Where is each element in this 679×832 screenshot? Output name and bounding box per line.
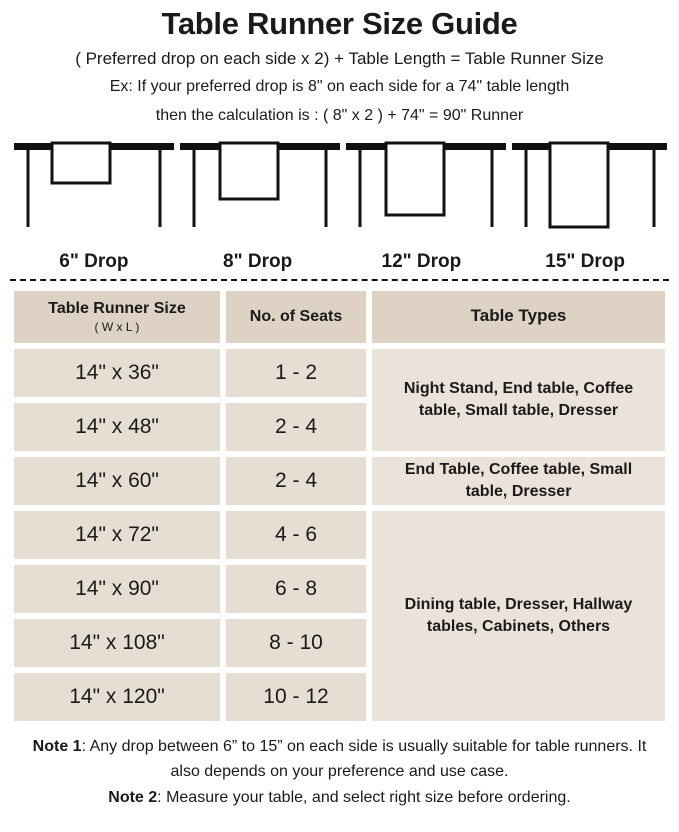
table-row: 8 - 10 bbox=[226, 619, 366, 667]
drop-diagram bbox=[8, 137, 671, 249]
column-seats bbox=[226, 291, 366, 727]
table-1 bbox=[14, 143, 174, 227]
table-row: 14" x 108" bbox=[14, 619, 220, 667]
note-1-text: : Any drop between 6” to 15” on each side is usually suitable for table runners. It also depends on your preference and use case. bbox=[81, 737, 647, 780]
table-4 bbox=[512, 143, 667, 227]
header-runner-size-sub: ( W x L ) bbox=[94, 319, 140, 334]
table-types-group-2: End Table, Coffee table, Small table, Dresser bbox=[372, 457, 665, 505]
table-row: 14" x 120" bbox=[14, 673, 220, 721]
column-runner-size bbox=[14, 291, 220, 727]
header-runner-size bbox=[14, 291, 220, 343]
table-row: 6 - 8 bbox=[226, 565, 366, 613]
table-types-group-1: Night Stand, End table, Coffee table, Small table, Dresser bbox=[372, 349, 665, 451]
header-seats: No. of Seats bbox=[226, 291, 366, 343]
example-line-2: then the calculation is : ( 8" x 2 ) + 74" = 90" Runner bbox=[155, 106, 524, 124]
table-types-group-3: Dining table, Dresser, Hallway tables, Cabinets, Others bbox=[372, 511, 665, 721]
table-row: 10 - 12 bbox=[226, 673, 366, 721]
drop-labels bbox=[8, 251, 671, 273]
page-title: Table Runner Size Guide bbox=[161, 6, 518, 41]
drop-diagram-svg bbox=[8, 137, 671, 249]
note-2-label: Note 2 bbox=[108, 789, 158, 807]
drop-label-8: 8" Drop bbox=[223, 250, 293, 272]
drop-label-6: 6" Drop bbox=[59, 250, 129, 272]
size-table bbox=[8, 291, 671, 727]
table-row: 14" x 60" bbox=[14, 457, 220, 505]
dashed-divider bbox=[10, 279, 669, 281]
note-1 bbox=[16, 735, 663, 785]
table-row: 14" x 48" bbox=[14, 403, 220, 451]
drop-label-12: 12" Drop bbox=[381, 250, 462, 272]
note-1-label: Note 1 bbox=[32, 737, 82, 755]
notes bbox=[8, 735, 671, 811]
formula-line: ( Preferred drop on each side x 2) + Table Length = Table Runner Size bbox=[75, 48, 604, 68]
table-row: 14" x 72" bbox=[14, 511, 220, 559]
table-3 bbox=[346, 143, 506, 227]
table-row: 14" x 90" bbox=[14, 565, 220, 613]
column-table-types bbox=[372, 291, 665, 727]
table-row: 4 - 6 bbox=[226, 511, 366, 559]
table-row: 2 - 4 bbox=[226, 403, 366, 451]
example-line-1: Ex: If your preferred drop is 8" on each side for a 74" table length bbox=[109, 78, 570, 96]
table-row: 2 - 4 bbox=[226, 457, 366, 505]
table-row: 14" x 36" bbox=[14, 349, 220, 397]
header-table-types: Table Types bbox=[372, 291, 665, 343]
note-2 bbox=[16, 786, 663, 811]
note-2-text: : Measure your table, and select right size before ordering. bbox=[157, 789, 571, 807]
header-runner-size-label: Table Runner Size bbox=[48, 299, 186, 317]
table-2 bbox=[180, 143, 340, 227]
size-guide-page bbox=[0, 6, 679, 832]
table-row: 1 - 2 bbox=[226, 349, 366, 397]
drop-label-15: 15" Drop bbox=[545, 250, 625, 272]
